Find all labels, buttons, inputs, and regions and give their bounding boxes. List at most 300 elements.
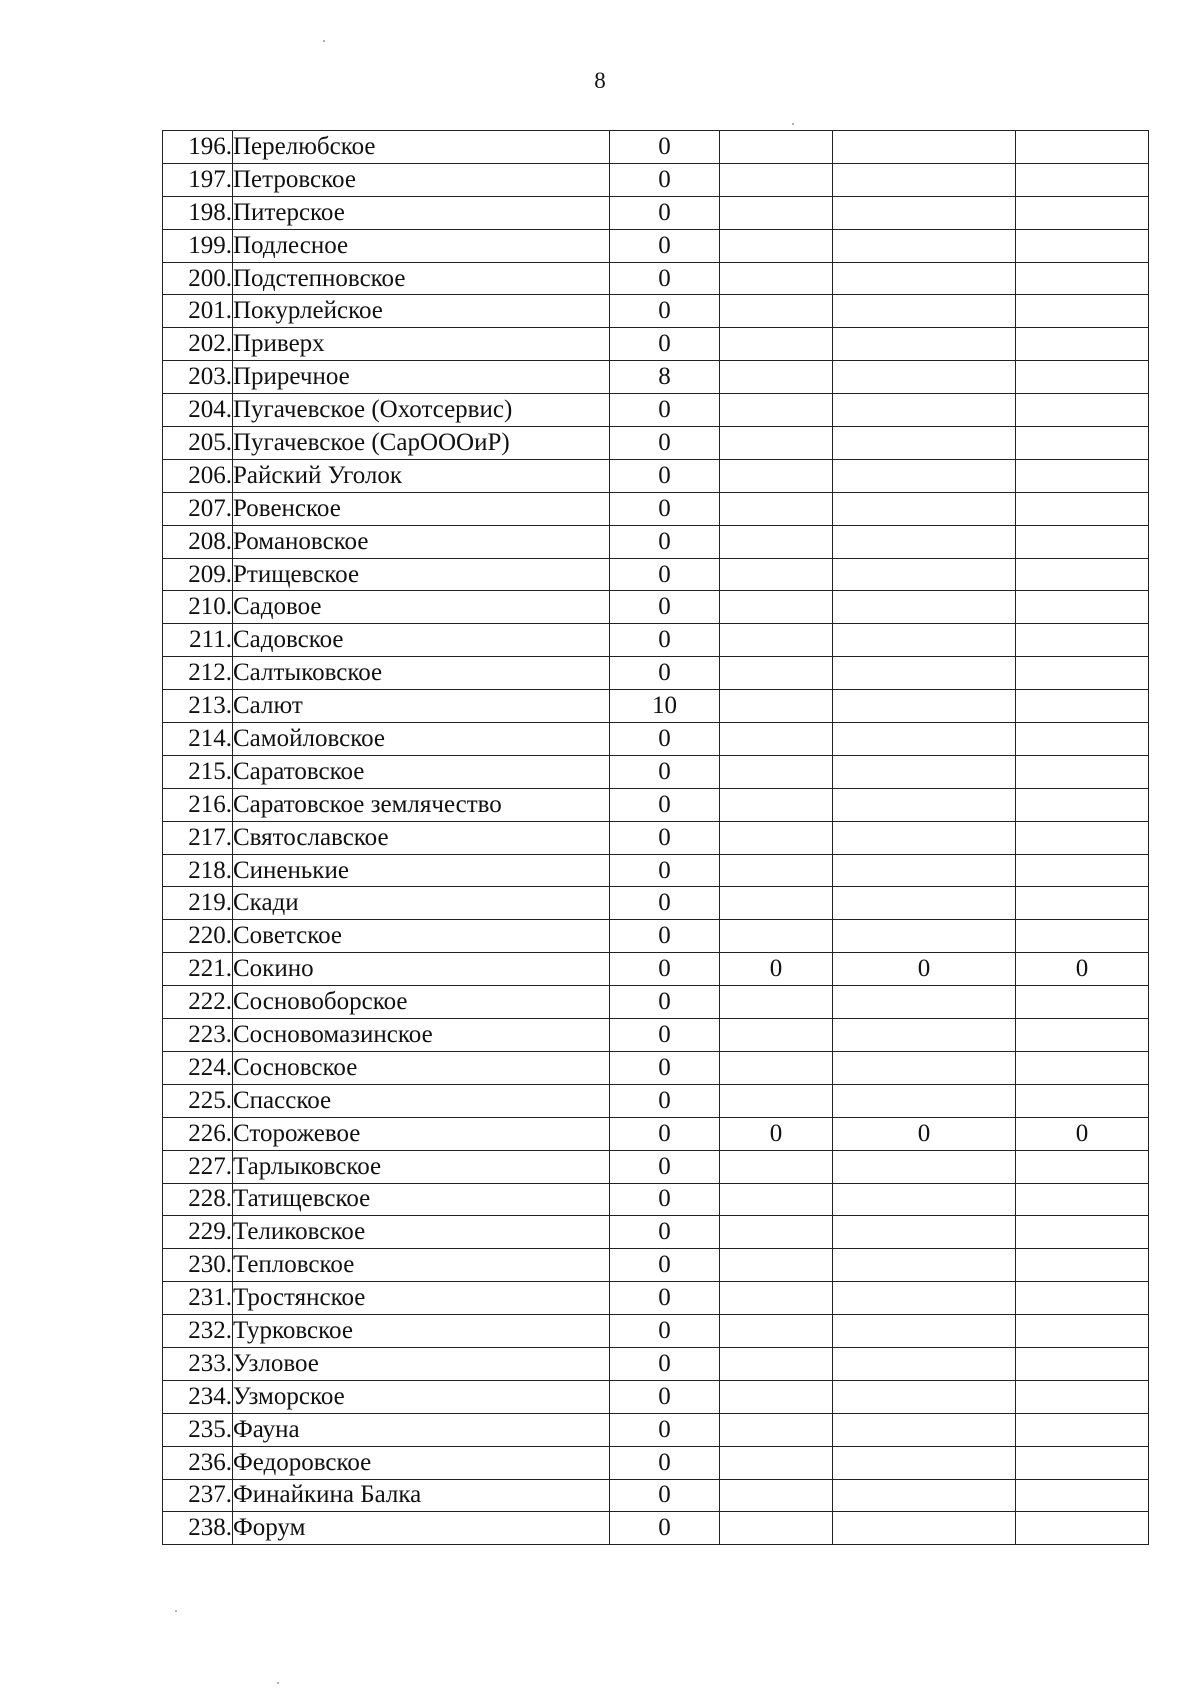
row-number: 210.	[163, 591, 233, 624]
value-cell-2	[720, 920, 833, 953]
value-cell-1: 0	[610, 131, 720, 164]
value-cell-3	[833, 163, 1016, 196]
value-cell-3	[833, 723, 1016, 756]
row-number: 228.	[163, 1183, 233, 1216]
row-name: Садовое	[233, 591, 610, 624]
row-number: 217.	[163, 821, 233, 854]
value-cell-3	[833, 1479, 1016, 1512]
value-cell-4	[1016, 854, 1149, 887]
row-name: Пугачевское (СарОООиР)	[233, 427, 610, 460]
scan-speck	[323, 40, 325, 42]
value-cell-4	[1016, 821, 1149, 854]
value-cell-4	[1016, 196, 1149, 229]
table-row	[163, 1479, 1149, 1512]
table-row	[163, 1051, 1149, 1084]
value-cell-4	[1016, 459, 1149, 492]
value-cell-2	[720, 492, 833, 525]
row-number: 221.	[163, 953, 233, 986]
value-cell-1: 0	[610, 1249, 720, 1282]
table-row	[163, 427, 1149, 460]
value-cell-2	[720, 328, 833, 361]
table-row	[163, 196, 1149, 229]
row-name: Самойловское	[233, 723, 610, 756]
row-number: 231.	[163, 1282, 233, 1315]
row-name: Турковское	[233, 1315, 610, 1348]
table-row	[163, 723, 1149, 756]
value-cell-1: 0	[610, 459, 720, 492]
value-cell-1: 0	[610, 854, 720, 887]
row-name: Тарлыковское	[233, 1150, 610, 1183]
value-cell-1: 0	[610, 427, 720, 460]
row-number: 206.	[163, 459, 233, 492]
value-cell-4	[1016, 1315, 1149, 1348]
value-cell-4	[1016, 1413, 1149, 1446]
value-cell-1: 0	[610, 295, 720, 328]
table-row	[163, 821, 1149, 854]
value-cell-3	[833, 821, 1016, 854]
value-cell-3	[833, 788, 1016, 821]
table-row	[163, 591, 1149, 624]
row-name: Ровенское	[233, 492, 610, 525]
value-cell-3	[833, 459, 1016, 492]
value-cell-3	[833, 558, 1016, 591]
value-cell-4	[1016, 427, 1149, 460]
value-cell-3	[833, 887, 1016, 920]
value-cell-2	[720, 1084, 833, 1117]
value-cell-4	[1016, 1446, 1149, 1479]
row-name: Тепловское	[233, 1249, 610, 1282]
row-number: 226.	[163, 1117, 233, 1150]
value-cell-2	[720, 1380, 833, 1413]
value-cell-2	[720, 723, 833, 756]
value-cell-3	[833, 1249, 1016, 1282]
row-name: Тростянское	[233, 1282, 610, 1315]
value-cell-2	[720, 163, 833, 196]
value-cell-2	[720, 821, 833, 854]
row-number: 220.	[163, 920, 233, 953]
value-cell-1: 0	[610, 1183, 720, 1216]
value-cell-1: 0	[610, 953, 720, 986]
value-cell-4	[1016, 1380, 1149, 1413]
table-row	[163, 492, 1149, 525]
row-name: Скади	[233, 887, 610, 920]
hunting-grounds-table	[162, 130, 1149, 1545]
row-name: Сторожевое	[233, 1117, 610, 1150]
value-cell-3	[833, 1512, 1016, 1545]
value-cell-2	[720, 1019, 833, 1052]
row-number: 227.	[163, 1150, 233, 1183]
table-row	[163, 394, 1149, 427]
value-cell-2	[720, 262, 833, 295]
value-cell-1: 0	[610, 492, 720, 525]
row-name: Пугачевское (Охотсервис)	[233, 394, 610, 427]
value-cell-1: 0	[610, 1315, 720, 1348]
value-cell-2	[720, 1150, 833, 1183]
value-cell-3	[833, 1084, 1016, 1117]
value-cell-2	[720, 394, 833, 427]
value-cell-1: 0	[610, 1282, 720, 1315]
value-cell-2	[720, 196, 833, 229]
value-cell-1: 0	[610, 1019, 720, 1052]
table-row	[163, 163, 1149, 196]
value-cell-1: 0	[610, 229, 720, 262]
row-number: 237.	[163, 1479, 233, 1512]
value-cell-4	[1016, 1051, 1149, 1084]
value-cell-3	[833, 394, 1016, 427]
value-cell-1: 0	[610, 196, 720, 229]
row-number: 203.	[163, 361, 233, 394]
row-name: Теликовское	[233, 1216, 610, 1249]
value-cell-1: 0	[610, 1150, 720, 1183]
row-number: 223.	[163, 1019, 233, 1052]
value-cell-3	[833, 755, 1016, 788]
table-row	[163, 1183, 1149, 1216]
value-cell-3	[833, 1380, 1016, 1413]
value-cell-4	[1016, 657, 1149, 690]
row-name: Романовское	[233, 525, 610, 558]
value-cell-2	[720, 427, 833, 460]
value-cell-2	[720, 1479, 833, 1512]
value-cell-3	[833, 525, 1016, 558]
value-cell-1: 0	[610, 262, 720, 295]
value-cell-4	[1016, 295, 1149, 328]
value-cell-1: 0	[610, 1413, 720, 1446]
value-cell-2	[720, 690, 833, 723]
row-number: 205.	[163, 427, 233, 460]
value-cell-2	[720, 1413, 833, 1446]
row-number: 211.	[163, 624, 233, 657]
value-cell-4	[1016, 1084, 1149, 1117]
row-number: 222.	[163, 986, 233, 1019]
value-cell-2: 0	[720, 1117, 833, 1150]
table-row	[163, 788, 1149, 821]
table-row	[163, 361, 1149, 394]
value-cell-2	[720, 459, 833, 492]
value-cell-1: 0	[610, 723, 720, 756]
table-row	[163, 1117, 1149, 1150]
table-row	[163, 459, 1149, 492]
value-cell-2	[720, 1183, 833, 1216]
value-cell-3	[833, 1413, 1016, 1446]
value-cell-3	[833, 1446, 1016, 1479]
table-body	[163, 131, 1149, 1545]
value-cell-4	[1016, 1183, 1149, 1216]
value-cell-3	[833, 1347, 1016, 1380]
value-cell-1: 0	[610, 1446, 720, 1479]
row-name: Сосновомазинское	[233, 1019, 610, 1052]
row-name: Перелюбское	[233, 131, 610, 164]
value-cell-4	[1016, 131, 1149, 164]
table-row	[163, 1282, 1149, 1315]
row-number: 225.	[163, 1084, 233, 1117]
scan-speck	[792, 123, 794, 125]
value-cell-1: 0	[610, 1216, 720, 1249]
value-cell-2	[720, 986, 833, 1019]
value-cell-1: 0	[610, 1051, 720, 1084]
value-cell-1: 10	[610, 690, 720, 723]
row-number: 213.	[163, 690, 233, 723]
value-cell-3	[833, 591, 1016, 624]
table-row	[163, 657, 1149, 690]
row-number: 214.	[163, 723, 233, 756]
row-number: 198.	[163, 196, 233, 229]
row-number: 216.	[163, 788, 233, 821]
value-cell-3	[833, 1183, 1016, 1216]
row-number: 201.	[163, 295, 233, 328]
table-row	[163, 986, 1149, 1019]
value-cell-1: 0	[610, 163, 720, 196]
row-name: Сокино	[233, 953, 610, 986]
value-cell-4	[1016, 788, 1149, 821]
value-cell-2	[720, 887, 833, 920]
value-cell-1: 0	[610, 624, 720, 657]
value-cell-4	[1016, 492, 1149, 525]
value-cell-2	[720, 1249, 833, 1282]
row-name: Петровское	[233, 163, 610, 196]
row-name: Форум	[233, 1512, 610, 1545]
table-row	[163, 295, 1149, 328]
value-cell-2	[720, 525, 833, 558]
row-number: 207.	[163, 492, 233, 525]
table-row	[163, 525, 1149, 558]
value-cell-1: 0	[610, 525, 720, 558]
row-name: Подстепновское	[233, 262, 610, 295]
value-cell-4	[1016, 1150, 1149, 1183]
value-cell-2	[720, 1216, 833, 1249]
value-cell-2	[720, 361, 833, 394]
table-row	[163, 131, 1149, 164]
table-row	[163, 755, 1149, 788]
table-row	[163, 262, 1149, 295]
value-cell-3	[833, 361, 1016, 394]
row-number: 232.	[163, 1315, 233, 1348]
value-cell-4	[1016, 1019, 1149, 1052]
value-cell-4	[1016, 690, 1149, 723]
row-name: Татищевское	[233, 1183, 610, 1216]
table-row	[163, 1150, 1149, 1183]
table-row	[163, 1084, 1149, 1117]
value-cell-2	[720, 229, 833, 262]
value-cell-1: 0	[610, 788, 720, 821]
row-name: Фауна	[233, 1413, 610, 1446]
row-name: Питерское	[233, 196, 610, 229]
row-number: 230.	[163, 1249, 233, 1282]
value-cell-1: 0	[610, 887, 720, 920]
value-cell-2	[720, 1446, 833, 1479]
value-cell-3	[833, 492, 1016, 525]
row-name: Федоровское	[233, 1446, 610, 1479]
value-cell-2: 0	[720, 953, 833, 986]
value-cell-4	[1016, 1479, 1149, 1512]
value-cell-4	[1016, 525, 1149, 558]
value-cell-3	[833, 657, 1016, 690]
value-cell-3: 0	[833, 953, 1016, 986]
row-name: Приверх	[233, 328, 610, 361]
row-name: Сосновоборское	[233, 986, 610, 1019]
value-cell-1: 8	[610, 361, 720, 394]
row-number: 212.	[163, 657, 233, 690]
table-row	[163, 229, 1149, 262]
value-cell-1: 0	[610, 328, 720, 361]
value-cell-4	[1016, 624, 1149, 657]
value-cell-4	[1016, 755, 1149, 788]
value-cell-2	[720, 1051, 833, 1084]
value-cell-4	[1016, 558, 1149, 591]
value-cell-4	[1016, 591, 1149, 624]
value-cell-2	[720, 788, 833, 821]
table-row	[163, 1347, 1149, 1380]
row-number: 219.	[163, 887, 233, 920]
value-cell-4	[1016, 163, 1149, 196]
value-cell-2	[720, 591, 833, 624]
value-cell-1: 0	[610, 1117, 720, 1150]
row-number: 200.	[163, 262, 233, 295]
value-cell-4	[1016, 920, 1149, 953]
row-number: 208.	[163, 525, 233, 558]
value-cell-3	[833, 131, 1016, 164]
table-row	[163, 1446, 1149, 1479]
scan-speck	[175, 1610, 177, 1612]
value-cell-4: 0	[1016, 953, 1149, 986]
value-cell-3: 0	[833, 1117, 1016, 1150]
row-number: 215.	[163, 755, 233, 788]
value-cell-2	[720, 755, 833, 788]
row-number: 233.	[163, 1347, 233, 1380]
table-row	[163, 558, 1149, 591]
table-row	[163, 1019, 1149, 1052]
row-name: Приречное	[233, 361, 610, 394]
value-cell-3	[833, 328, 1016, 361]
value-cell-3	[833, 1019, 1016, 1052]
table-row	[163, 624, 1149, 657]
row-name: Подлесное	[233, 229, 610, 262]
row-name: Синенькие	[233, 854, 610, 887]
table-row	[163, 328, 1149, 361]
value-cell-3	[833, 229, 1016, 262]
value-cell-1: 0	[610, 755, 720, 788]
value-cell-3	[833, 1315, 1016, 1348]
value-cell-4	[1016, 361, 1149, 394]
value-cell-4	[1016, 1282, 1149, 1315]
row-number: 218.	[163, 854, 233, 887]
value-cell-3	[833, 624, 1016, 657]
row-number: 235.	[163, 1413, 233, 1446]
value-cell-4	[1016, 229, 1149, 262]
value-cell-1: 0	[610, 920, 720, 953]
row-number: 209.	[163, 558, 233, 591]
row-name: Узморское	[233, 1380, 610, 1413]
row-name: Сосновское	[233, 1051, 610, 1084]
value-cell-4	[1016, 986, 1149, 1019]
row-number: 229.	[163, 1216, 233, 1249]
value-cell-1: 0	[610, 1347, 720, 1380]
row-name: Узловое	[233, 1347, 610, 1380]
value-cell-1: 0	[610, 394, 720, 427]
value-cell-4	[1016, 328, 1149, 361]
row-name: Ртищевское	[233, 558, 610, 591]
table-row	[163, 854, 1149, 887]
row-number: 224.	[163, 1051, 233, 1084]
value-cell-2	[720, 1282, 833, 1315]
table-row	[163, 1216, 1149, 1249]
value-cell-4	[1016, 394, 1149, 427]
value-cell-2	[720, 1512, 833, 1545]
value-cell-3	[833, 920, 1016, 953]
value-cell-2	[720, 295, 833, 328]
value-cell-3	[833, 1150, 1016, 1183]
row-name: Садовское	[233, 624, 610, 657]
value-cell-2	[720, 1315, 833, 1348]
value-cell-3	[833, 196, 1016, 229]
table-row	[163, 953, 1149, 986]
value-cell-1: 0	[610, 1512, 720, 1545]
row-number: 238.	[163, 1512, 233, 1545]
row-name: Святославское	[233, 821, 610, 854]
value-cell-4	[1016, 887, 1149, 920]
value-cell-2	[720, 131, 833, 164]
page-number: 8	[594, 68, 606, 93]
value-cell-1: 0	[610, 1380, 720, 1413]
table-row	[163, 1249, 1149, 1282]
table-row	[163, 1380, 1149, 1413]
value-cell-3	[833, 854, 1016, 887]
table-row	[163, 1413, 1149, 1446]
value-cell-2	[720, 1347, 833, 1380]
value-cell-4	[1016, 1347, 1149, 1380]
value-cell-3	[833, 1216, 1016, 1249]
table-row	[163, 690, 1149, 723]
row-name: Саратовское	[233, 755, 610, 788]
value-cell-1: 0	[610, 821, 720, 854]
value-cell-1: 0	[610, 558, 720, 591]
value-cell-4	[1016, 1512, 1149, 1545]
row-name: Покурлейское	[233, 295, 610, 328]
value-cell-1: 0	[610, 1084, 720, 1117]
value-cell-3	[833, 1282, 1016, 1315]
value-cell-3	[833, 690, 1016, 723]
value-cell-3	[833, 295, 1016, 328]
row-number: 199.	[163, 229, 233, 262]
value-cell-3	[833, 986, 1016, 1019]
table-row	[163, 1315, 1149, 1348]
value-cell-1: 0	[610, 657, 720, 690]
value-cell-2	[720, 624, 833, 657]
row-name: Советское	[233, 920, 610, 953]
value-cell-2	[720, 657, 833, 690]
row-name: Финайкина Балка	[233, 1479, 610, 1512]
table-row	[163, 887, 1149, 920]
row-number: 204.	[163, 394, 233, 427]
row-number: 202.	[163, 328, 233, 361]
value-cell-1: 0	[610, 1479, 720, 1512]
value-cell-4	[1016, 1249, 1149, 1282]
value-cell-3	[833, 427, 1016, 460]
value-cell-4	[1016, 262, 1149, 295]
row-number: 236.	[163, 1446, 233, 1479]
row-name: Райский Уголок	[233, 459, 610, 492]
value-cell-2	[720, 558, 833, 591]
value-cell-4	[1016, 723, 1149, 756]
row-number: 197.	[163, 163, 233, 196]
row-name: Салтыковское	[233, 657, 610, 690]
row-name: Спасское	[233, 1084, 610, 1117]
value-cell-1: 0	[610, 591, 720, 624]
value-cell-3	[833, 1051, 1016, 1084]
value-cell-4	[1016, 1216, 1149, 1249]
table-row	[163, 1512, 1149, 1545]
value-cell-1: 0	[610, 986, 720, 1019]
value-cell-4: 0	[1016, 1117, 1149, 1150]
